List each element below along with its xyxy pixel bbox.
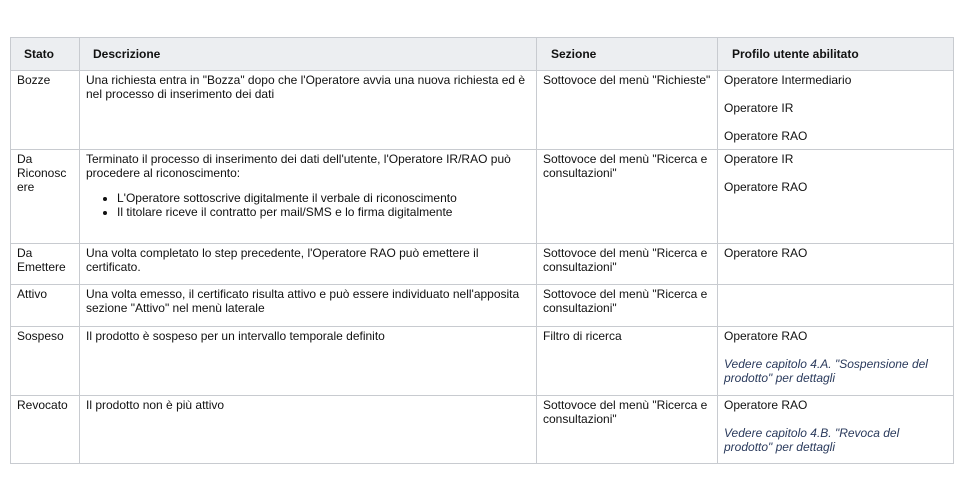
profile-item: Operatore RAO — [724, 398, 808, 412]
cell-descrizione: Una volta emesso, il certificato risulta attivo e può essere individuato nell'apposita sezione "Attivo" nel menù laterale — [80, 285, 537, 327]
table-row — [11, 244, 954, 285]
cell-profilo — [718, 244, 954, 285]
bullet-item: • Il titolare riceve il contratto per mail/SMS e lo firma digitalmente — [117, 205, 530, 219]
profile-item: Operatore RAO — [724, 329, 808, 343]
header-stato: Stato — [11, 38, 80, 71]
cell-stato — [11, 244, 80, 285]
cell-profilo — [718, 150, 954, 244]
cell-sezione: Sottovoce del menù "Ricerca e consultazioni" — [537, 150, 718, 244]
cell-sezione: Sottovoce del menù "Ricerca e consultazioni" — [537, 396, 718, 464]
cell-sezione: Sottovoce del menù "Richieste" — [537, 71, 718, 150]
table-row — [11, 396, 954, 464]
header-descrizione: Descrizione — [80, 38, 537, 71]
stato-line: Da — [17, 246, 33, 260]
description-text: Terminato il processo di inserimento dei dati dell'utente, l'Operatore IR/RAO può procedere al riconoscimento: — [86, 152, 511, 180]
cell-profilo — [718, 71, 954, 150]
states-table — [10, 37, 954, 464]
stato-line: Emettere — [17, 260, 66, 274]
header-profilo: Profilo utente abilitato — [718, 38, 954, 71]
table-row — [11, 285, 954, 327]
profile-item: Operatore RAO — [724, 180, 808, 194]
profile-item: Operatore Intermediario — [724, 73, 852, 87]
cell-descrizione — [80, 150, 537, 244]
cell-profilo — [718, 327, 954, 396]
cell-descrizione: Il prodotto non è più attivo — [80, 396, 537, 464]
cell-stato: Revocato — [11, 396, 80, 464]
cell-sezione: Sottovoce del menù "Ricerca e consultazioni" — [537, 244, 718, 285]
header-row — [11, 38, 954, 71]
chapter-reference-note: Vedere capitolo 4.B. "Revoca del prodotto" per dettagli — [724, 426, 900, 454]
profile-item: Operatore RAO — [724, 246, 808, 260]
profile-item: Operatore IR — [724, 152, 794, 166]
stato-line: ere — [17, 180, 35, 194]
cell-sezione: Sottovoce del menù "Ricerca e consultazioni" — [537, 285, 718, 327]
cell-descrizione: Una volta completato lo step precedente, l'Operatore RAO può emettere il certificato. — [80, 244, 537, 285]
cell-sezione: Filtro di ricerca — [537, 327, 718, 396]
cell-stato — [11, 150, 80, 244]
cell-profilo — [718, 396, 954, 464]
bullet-list — [86, 191, 530, 219]
profile-item: Operatore IR — [724, 101, 794, 115]
table-row — [11, 150, 954, 244]
bullet-item: • L'Operatore sottoscrive digitalmente il verbale di riconoscimento — [117, 191, 530, 205]
cell-stato: Attivo — [11, 285, 80, 327]
cell-stato: Sospeso — [11, 327, 80, 396]
header-sezione: Sezione — [537, 38, 718, 71]
cell-descrizione: Il prodotto è sospeso per un intervallo temporale definito — [80, 327, 537, 396]
cell-stato: Bozze — [11, 71, 80, 150]
profile-item: Operatore RAO — [724, 129, 808, 143]
cell-profilo — [718, 285, 954, 327]
chapter-reference-note: Vedere capitolo 4.A. "Sospensione del prodotto" per dettagli — [724, 357, 928, 385]
cell-descrizione: Una richiesta entra in "Bozza" dopo che l'Operatore avvia una nuova richiesta ed è nel processo di inserimento dei dati — [80, 71, 537, 150]
table-row — [11, 71, 954, 150]
stato-line: Riconosc — [17, 166, 67, 180]
stato-line: Da — [17, 152, 33, 166]
table-row — [11, 327, 954, 396]
